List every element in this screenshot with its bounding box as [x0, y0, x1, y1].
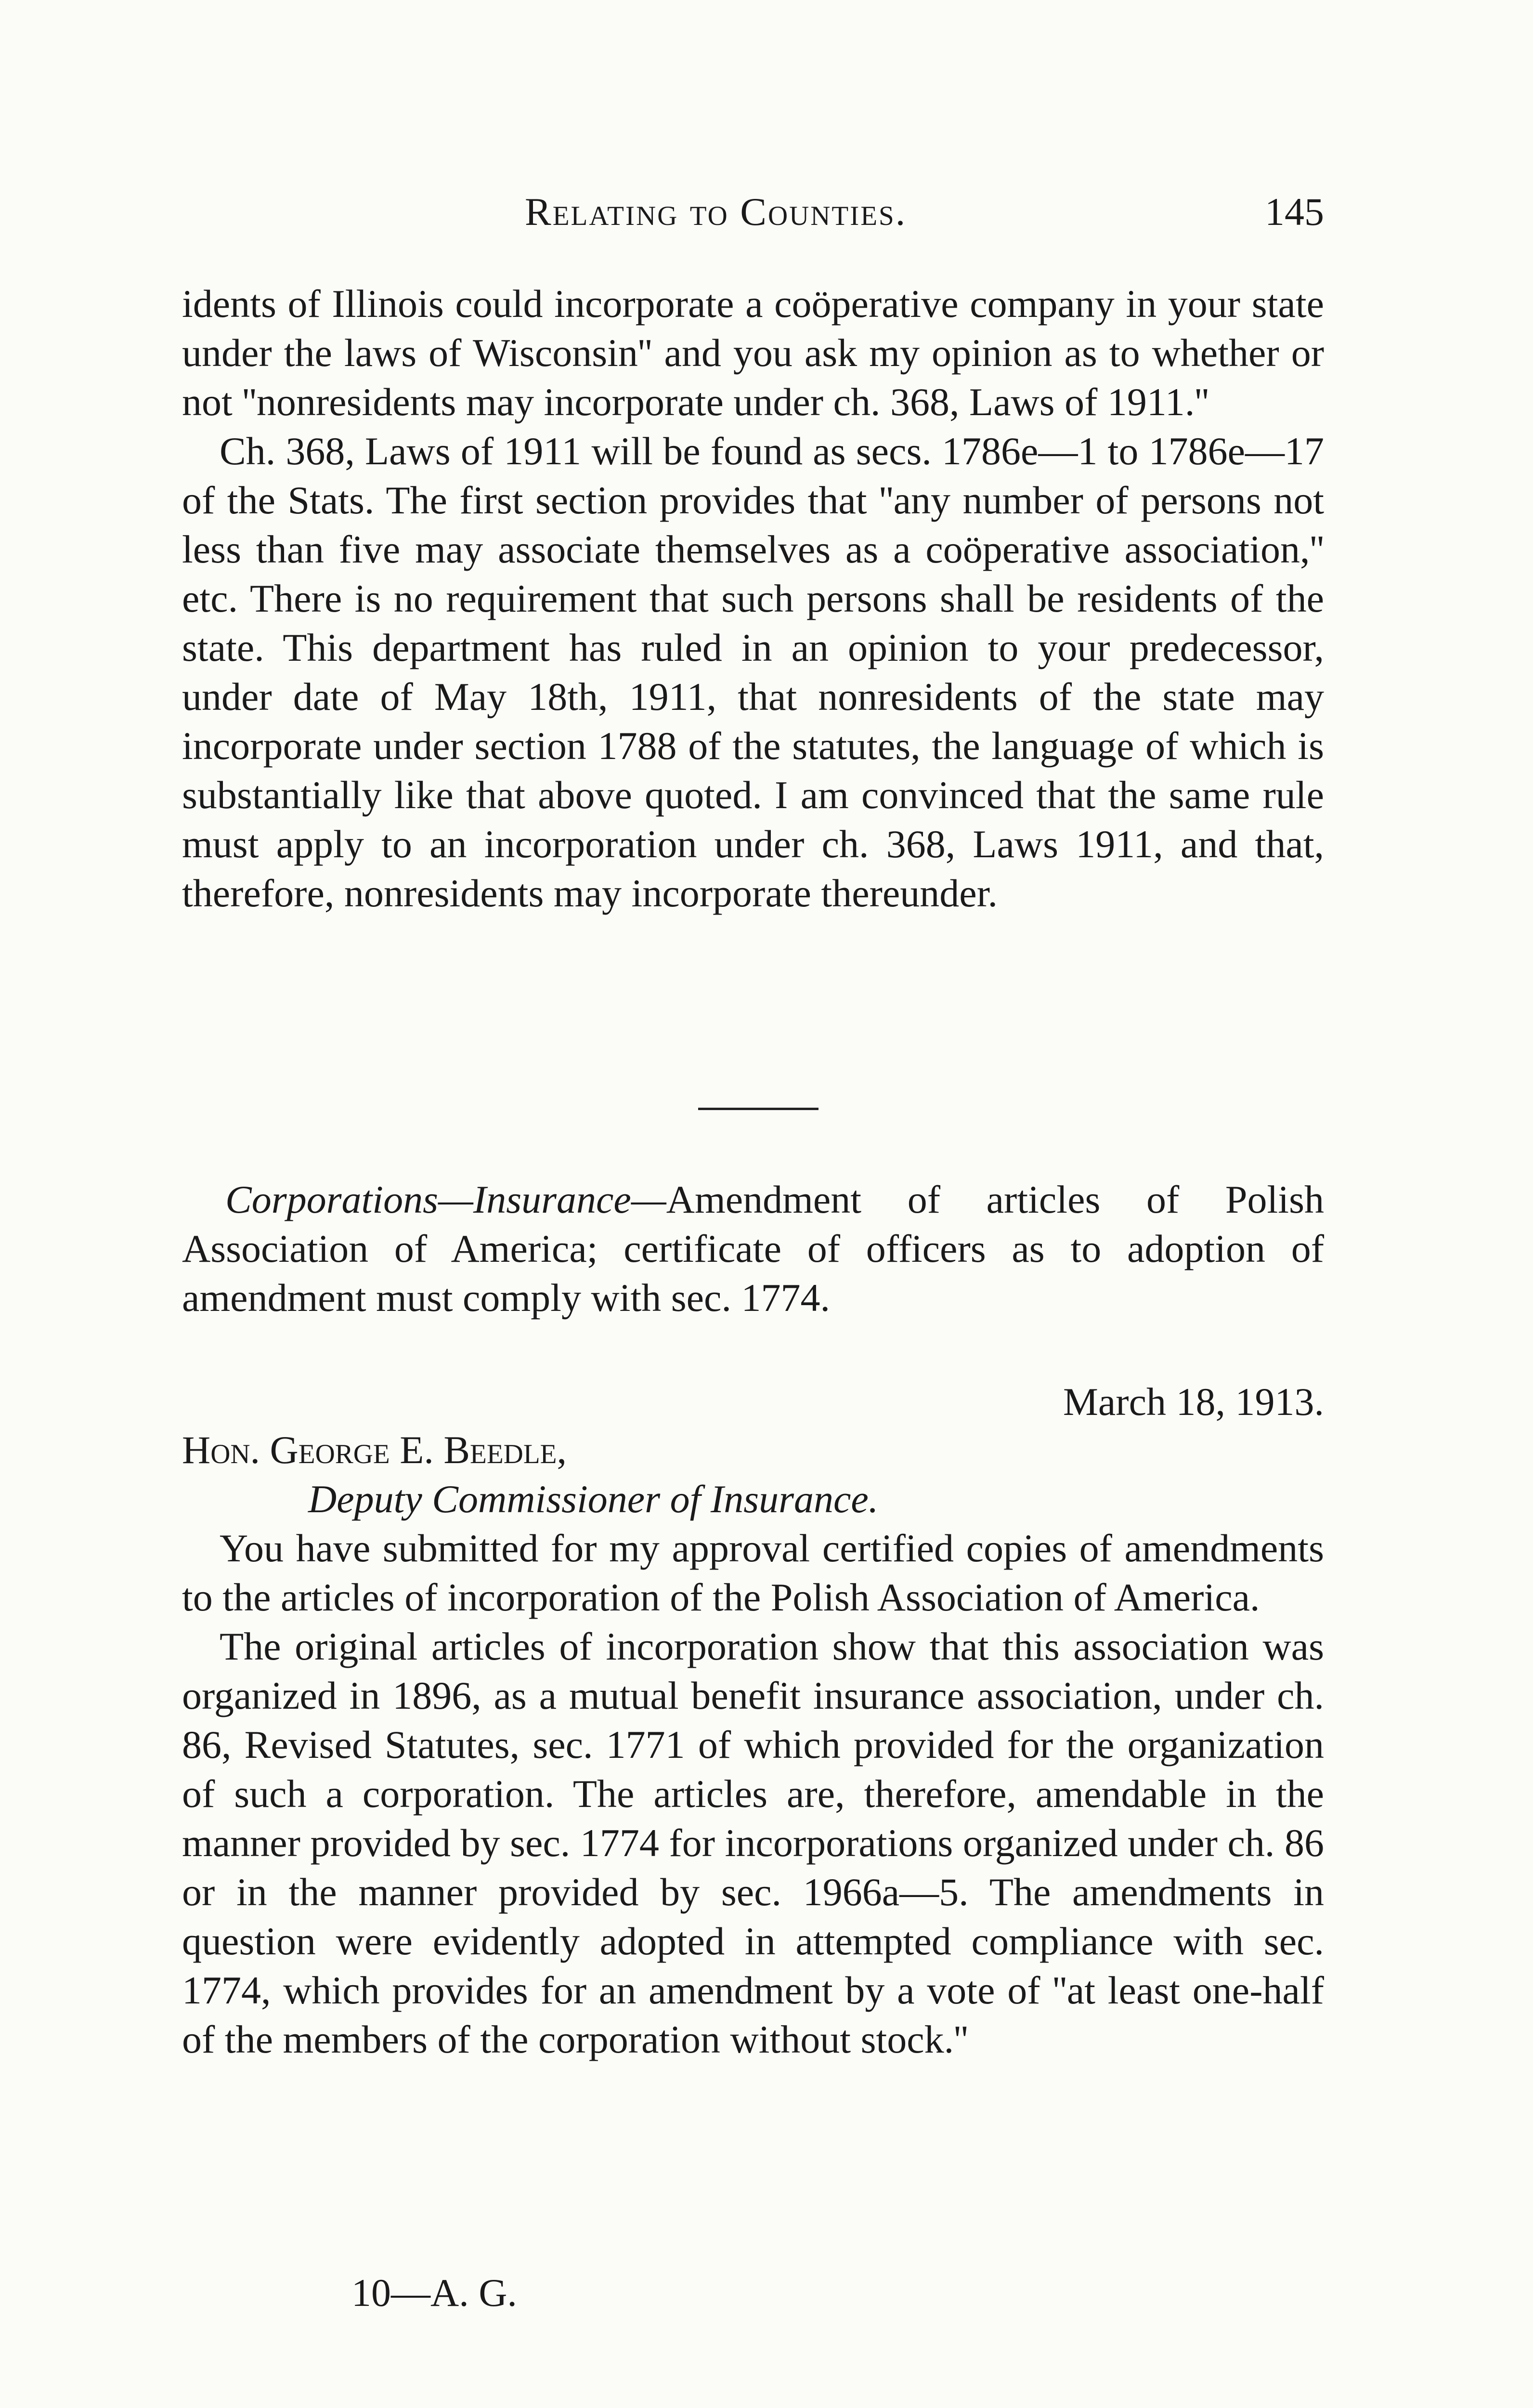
paragraph: You have submitted for my approval certified copies of amendments to the articles of incorporation of the Polish Association of America.: [182, 1526, 1324, 1619]
paragraph: The original articles of incorporation show that this association was organized in 1896, as a mutual benefit insurance association, under ch. 86, Revised Statutes, sec. 1771 of which provided for the organization of such a corporation. The articles are, therefore, amendable in the manner provided by sec. 1774 for incorporations organized under ch. 86 or in the manner provided by sec. 1966a—5. The amendments in question were evidently adopted in attempted compliance with sec. 1774, which provides for an amendment by a vote of ''at least one-half of the members of the corporation without stock.'': [182, 1624, 1324, 2061]
headnote-summary: Amendment of articles of Polish Association of America; certificate of officers as to adoption of amendment must comply with sec. 1774.: [182, 1178, 1324, 1320]
running-header: [183, 183, 1324, 241]
addressee-title: Deputy Commissioner of Insurance.: [308, 1477, 879, 1521]
addressee-name: Hon. George E. Beedle,: [182, 1428, 567, 1472]
section-divider: [698, 1108, 818, 1110]
headnote-paragraph: [182, 1175, 1324, 1322]
opinion-continuation: [182, 279, 1324, 918]
paragraph: Ch. 368, Laws of 1911 will be found as secs. 1786e—1 to 1786e—17 of the Stats. The first section provides that ''any number of persons not less than five may associate themselves as a coöperative association,'' etc. There is no requirement that such persons shall be residents of the state. This department has ruled in an opinion to your predecessor, under date of May 18th, 1911, that nonresidents of the state may incorporate under section 1788 of the statutes, the language of which is substantially like that above quoted. I am convinced that the same rule must apply to an incorporation under ch. 368, Laws 1911, and that, therefore, nonresidents may incorporate thereunder.: [182, 429, 1324, 915]
headnote-subject: Corporations—Insurance—: [225, 1178, 666, 1221]
running-head-title: Relating to Counties.: [525, 190, 907, 234]
opinion-date: March 18, 1913.: [1063, 1380, 1324, 1424]
paragraph: idents of Illinois could incorporate a coöperative company in your state under the laws of Wisconsin'' and you ask my opinion as to whether or not ''nonresidents may incorporate under ch. 368, Laws of 1911.'': [182, 282, 1324, 424]
headnote: [182, 1175, 1324, 1322]
signature-mark: 10—A. G.: [351, 2271, 517, 2315]
page-number: 145: [1265, 190, 1324, 234]
opinion-body: [182, 1524, 1324, 2064]
